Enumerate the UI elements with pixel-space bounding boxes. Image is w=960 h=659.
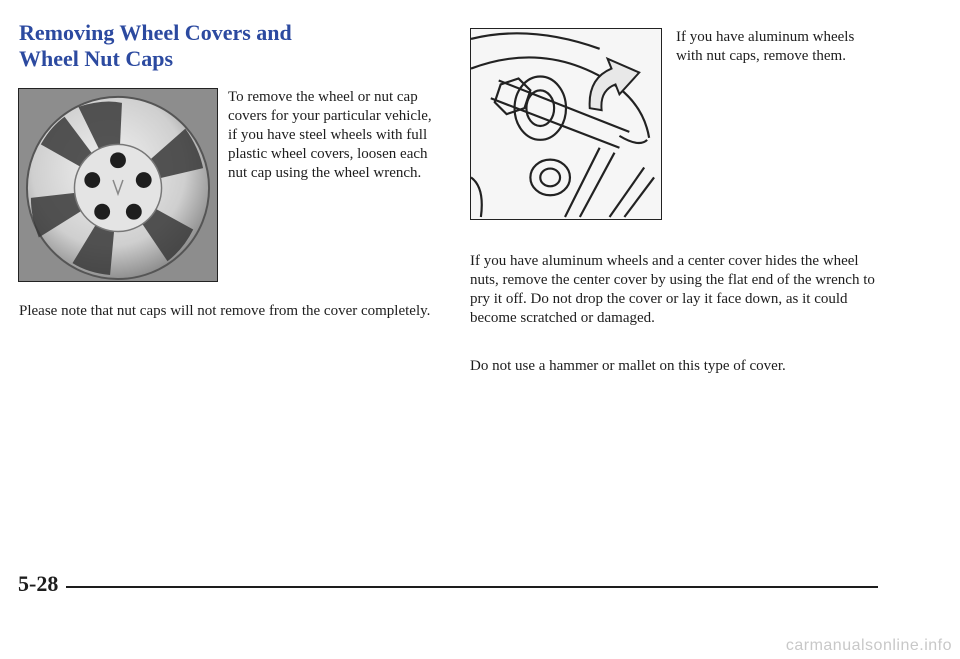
nut-caps-note-paragraph: Please note that nut caps will not remove from the cover completely. (19, 303, 431, 319)
section-title-line-2: Wheel Nut Caps (19, 46, 174, 71)
section-title-line-1: Removing Wheel Covers and (19, 20, 292, 45)
wheel-cover-drawing (19, 89, 217, 281)
center-cover-paragraph: If you have aluminum wheels and a center cover hides the wheel nuts, remove the center cover by using the flat end of the wrench to pry it off. Do not drop the cover or lay it face down, as it could become scratched or damaged. (470, 253, 875, 326)
page-number: 5-28 (18, 571, 59, 596)
footer-rule (66, 586, 878, 588)
section-title (19, 20, 349, 72)
wrench-drawing (471, 29, 661, 219)
aluminum-nut-caps-paragraph: If you have aluminum wheels with nut caps, remove them. (676, 29, 855, 64)
wheel-cover-illustration (18, 88, 218, 282)
watermark: carmanualsonline.info (785, 637, 952, 654)
wrench-illustration (470, 28, 662, 220)
hammer-warning-paragraph: Do not use a hammer or mallet on this type of cover. (470, 358, 786, 374)
remove-covers-paragraph: To remove the wheel or nut cap covers for your particular vehicle, if you have steel wheels with full plastic wheel covers, loosen each nut cap using the wheel wrench. (228, 89, 432, 181)
